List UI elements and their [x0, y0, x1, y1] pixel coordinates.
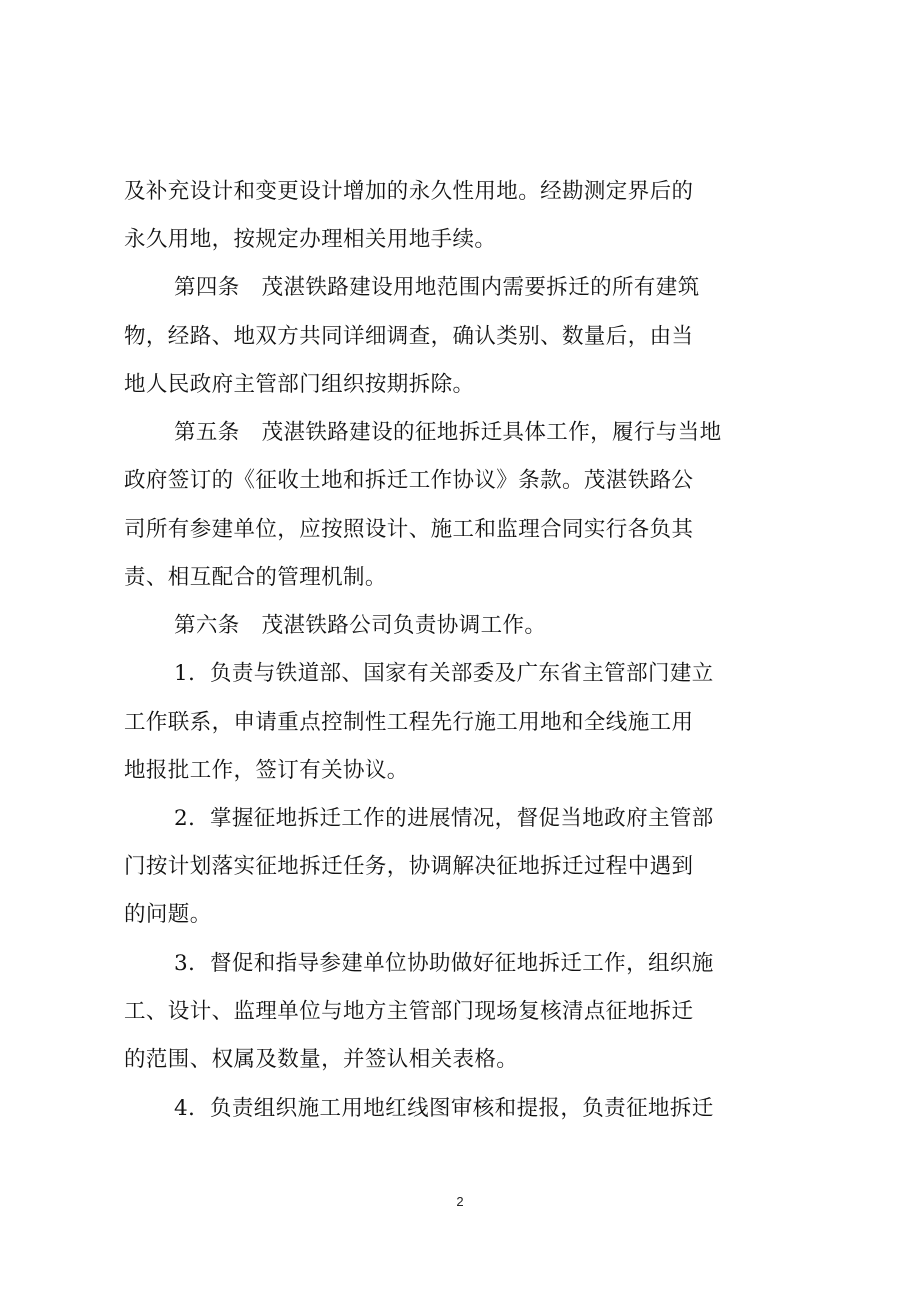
text-line: 及补充设计和变更设计增加的永久性用地。经勘测定界后的	[124, 179, 694, 204]
list-item-1-line: 1．负责与铁道部、国家有关部委及广东省主管部门建立	[174, 661, 714, 686]
page-number: 2	[456, 1194, 464, 1209]
article-5-heading-line: 第五条 茂湛铁路建设的征地拆迁具体工作，履行与当地	[174, 420, 722, 445]
list-item-3-line: 3．督促和指导参建单位协助做好征地拆迁工作，组织施	[174, 951, 714, 976]
text-line: 地报批工作，签订有关协议。	[124, 758, 409, 783]
list-item-2-line: 2．掌握征地拆迁工作的进展情况，督促当地政府主管部	[174, 806, 714, 831]
text-line: 门按计划落实征地拆迁任务，协调解决征地拆迁过程中遇到	[124, 854, 694, 879]
text-line: 工作联系，申请重点控制性工程先行施工用地和全线施工用	[124, 710, 694, 735]
text-line: 地人民政府主管部门组织按期拆除。	[124, 372, 475, 397]
text-line: 政府签订的《征收土地和拆迁工作协议》条款。茂湛铁路公	[124, 468, 694, 493]
article-6-heading-line: 第六条 茂湛铁路公司负责协调工作。	[174, 613, 547, 638]
text-line: 责、相互配合的管理机制。	[124, 565, 387, 590]
text-line: 永久用地，按规定办理相关用地手续。	[124, 227, 497, 252]
list-item-4-line: 4．负责组织施工用地红线图审核和提报，负责征地拆迁	[174, 1096, 714, 1121]
article-4-heading-line: 第四条 茂湛铁路建设用地范围内需要拆迁的所有建筑	[174, 275, 700, 300]
text-line: 的问题。	[124, 902, 212, 927]
text-line: 的范围、权属及数量，并签认相关表格。	[124, 1047, 519, 1072]
text-line: 物，经路、地双方共同详细调查，确认类别、数量后，由当	[124, 324, 694, 349]
text-line: 司所有参建单位，应按照设计、施工和监理合同实行各负其	[124, 517, 694, 542]
text-line: 工、设计、监理单位与地方主管部门现场复核清点征地拆迁	[124, 999, 694, 1024]
